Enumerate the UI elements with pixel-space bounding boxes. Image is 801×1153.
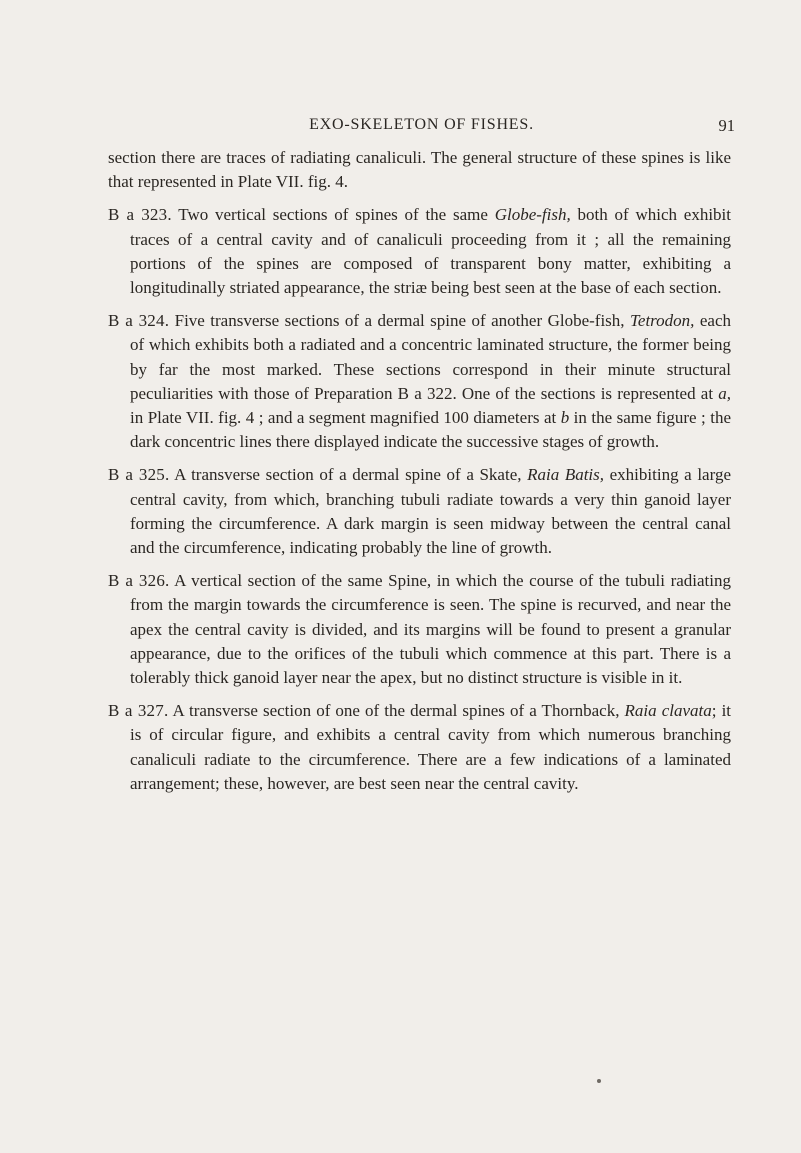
entry-text: both of which exhibit traces of a central cavity and of canaliculi proceeding from it ; all the remaining portions of the spines are composed of transparent bony matter, exhibiting a longitudinally striated appearance, the striæ being best seen at the base of each section.	[130, 205, 731, 298]
entry-b-a-323	[108, 203, 731, 300]
entry-b-a-325	[108, 463, 731, 560]
running-title: EXO-SKELETON OF FISHES.	[309, 116, 534, 133]
entry-text: Two vertical sections of spines of the same	[171, 205, 495, 225]
figure-letter: b	[560, 408, 570, 428]
entry-ref: B a 324.	[108, 311, 170, 331]
entry-text: Five transverse sections of a dermal spine of another Globe-fish,	[169, 311, 630, 331]
entry-text: in the same figure ; the dark concentric lines there displayed indicate the successive stages of growth.	[130, 408, 731, 452]
running-head	[108, 113, 735, 135]
continuation-paragraph: section there are traces of radiating canaliculi. The general structure of these spines is like that represented in Plate VII. fig. 4.	[108, 148, 731, 192]
entry-b-a-326	[108, 569, 731, 690]
ink-speck	[597, 1079, 601, 1083]
entry-ref: B a 325.	[108, 465, 170, 485]
page-number: 91	[718, 116, 735, 135]
species-name: Globe-fish,	[494, 205, 571, 225]
entry-text: each of which exhibits both a radiated and a concentric laminated structure, the former being by far the most marked. These sections correspond in their minute structural peculiarities with those of Preparation B a 322. One of the sections is represented at	[130, 311, 732, 403]
entry-b-a-327	[108, 699, 731, 796]
entry-text: exhibiting a large central cavity, from which, branching tubuli radiate towards a very thin ganoid layer forming the circumference. A dark margin is seen midway between the central canal and the circumference, indicating probably the line of growth.	[130, 465, 732, 558]
page-body	[108, 146, 731, 796]
entry-ref: B a 326.	[108, 571, 170, 591]
entry-b-a-324	[108, 309, 731, 454]
entry-ref: B a 327.	[108, 701, 169, 721]
species-name: Tetrodon,	[630, 311, 695, 331]
entry-text: A vertical section of the same Spine, in which the course of the tubuli radiating from the margin towards the circumference is seen. The spine is recurved, and near the apex the central cavity is divided, and its margins will be found to present a granular appearance, due to the orifices of the tubuli which commence at this part. There is a tolerably thick ganoid layer near the apex, but no distinct structure is visible in it.	[130, 571, 731, 688]
entry-text: ; it is of circular figure, and exhibits a central cavity from which numerous branching canaliculi radiate to the circumference. There are a few indications of a laminated arrangement; these, however, are best seen near the central cavity.	[130, 701, 732, 793]
figure-letter: a,	[718, 383, 731, 403]
entry-text: A transverse section of one of the dermal spines of a Thornback,	[168, 701, 625, 721]
entry-text: A transverse section of a dermal spine of a Skate,	[169, 465, 528, 485]
species-name: Raia Batis,	[527, 465, 605, 485]
entry-ref: B a 323.	[108, 205, 172, 225]
species-name: Raia clavata	[624, 701, 712, 721]
entry-text: in Plate VII. fig. 4 ; and a segment magnified 100 diameters at	[130, 408, 561, 428]
